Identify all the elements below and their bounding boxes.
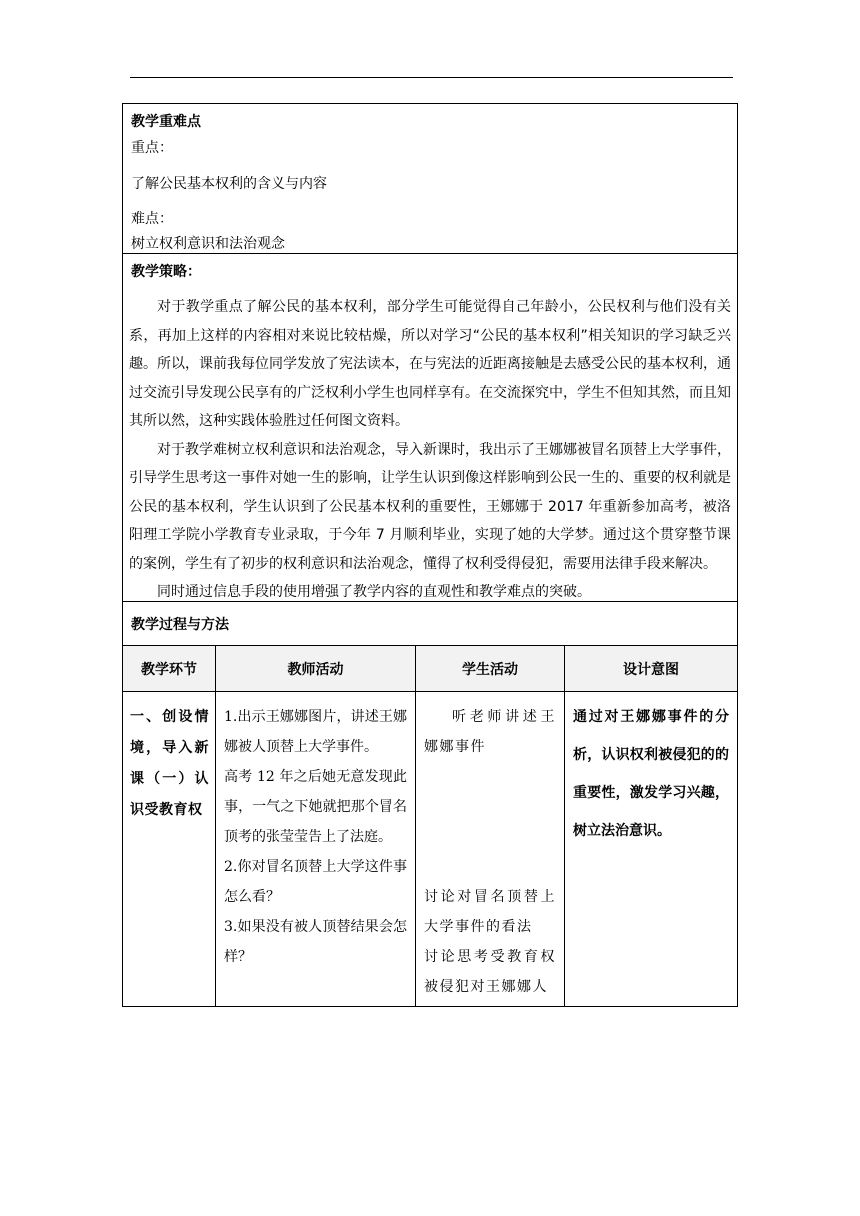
strategy-paragraph: 同时通过信息手段的使用增强了教学内容的直观性和教学难点的突破。 [157,584,591,600]
lesson-plan-table [122,103,738,1007]
difficult-point-text: 树立权利意识和法治观念 [131,236,285,252]
student-cell [416,692,564,1006]
process-grid [123,646,737,1006]
column-header: 教学环节 [123,646,215,692]
student-activity: 讨论对冒名顶替上大学事件的看法 [424,889,556,935]
column-header: 教师活动 [216,646,415,692]
teacher-activity: 1.出示王娜娜图片，讲述王娜娜被人顶替上大学事件。 [224,709,407,755]
teacher-activity: 高考 12 年之后她无意发现此事，一气之下她就把那个冒名顶考的张莹莹告上了法庭。 [224,769,407,845]
student-activity: 讨论思考受教育权被侵犯对王娜娜人 [424,949,556,995]
process-section [123,602,737,646]
teacher-column [216,646,416,1006]
difficult-point-label: 难点： [131,211,173,227]
header-rule [130,77,733,78]
column-header: 学生活动 [416,646,564,692]
teacher-activity: 3.如果没有被人顶替结果会怎样？ [224,919,407,965]
intent-column [565,646,737,1006]
strategy-body [129,293,731,607]
key-point-label: 重点： [131,140,173,156]
intent-cell: 通过对王娜娜事件的分析，认识权利被侵犯的的重要性，激发学习兴趣，树立法治意识。 [573,709,729,839]
process-heading: 教学过程与方法 [131,617,229,633]
cell-spacer [424,762,556,882]
stage-cell: 一、创设情境，导入新课（一）认识受教育权 [130,709,209,818]
student-column [416,646,565,1006]
focus-section [123,104,737,254]
teacher-activity: 2.你对冒名顶替上大学这件事怎么看？ [224,859,407,905]
teacher-cell [216,692,415,1006]
column-header: 设计意图 [565,646,737,692]
strategy-heading: 教学策略： [131,264,201,280]
student-activity: 听老师讲述王娜娜事件 [424,709,556,755]
stage-column [123,646,216,1006]
strategy-paragraph: 对于教学难树立权利意识和法治观念，导入新课时，我出示了王娜娜被冒名顶替上大学事件，引导学生思考这一事件对她一生的影响，让学生认识到像这样影响到公民一生的、重要的权利就是公民的基本权利，学生认识到了公民基本权利的重要性，王娜娜于 2017 年重新参加高考，被洛阳理工学院小学教育专业录取，于今年 7 月顺利毕业，实现了她的大学梦。通过这个贯穿整节课的案例，学生有了初步的权利意识和法治观念，懂得了权利受得侵犯，需要用法律手段来解决。 [129,441,731,572]
strategy-section [123,254,737,602]
key-point-text: 了解公民基本权利的含义与内容 [131,176,327,192]
focus-heading: 教学重难点 [131,114,201,130]
strategy-paragraph: 对于教学重点了解公民的基本权利，部分学生可能觉得自己年龄小，公民权利与他们没有关系，再加上这样的内容相对来说比较枯燥，所以对学习“公民的基本权利”相关知识的学习缺乏兴趣。所以，课前我每位同学发放了宪法读本，在与宪法的近距离接触是去感受公民的基本权利，通过交流引导发现公民享有的广泛权利小学生也同样享有。在交流探究中，学生不但知其然，而且知其所以然，这种实践体验胜过任何图文资料。 [129,299,731,429]
